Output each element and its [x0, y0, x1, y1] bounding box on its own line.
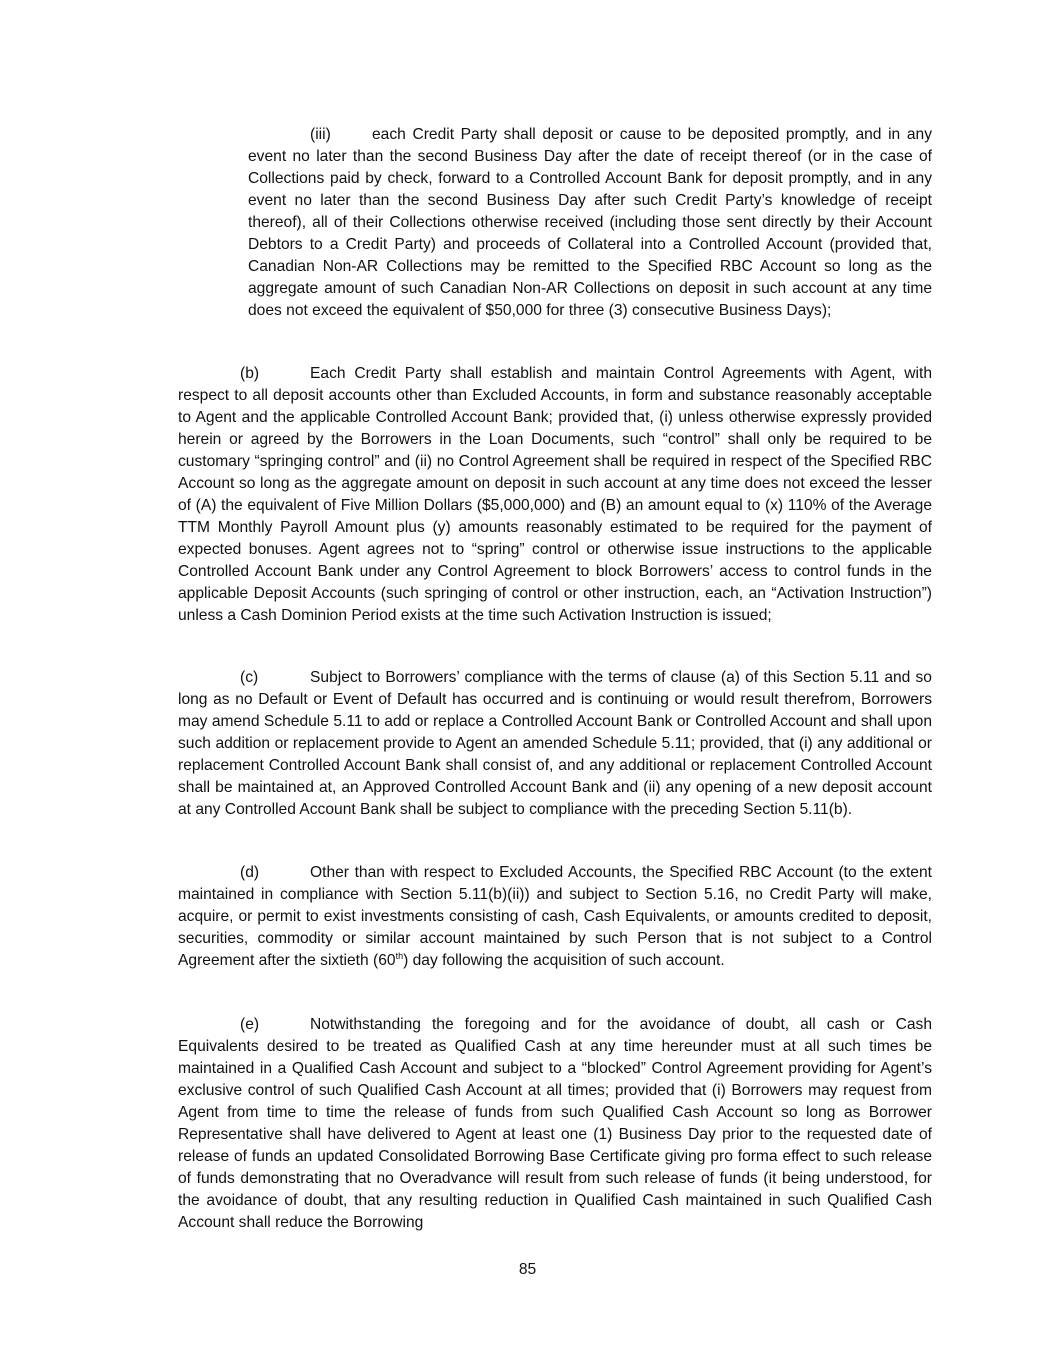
clause-label-c: (c) — [240, 669, 259, 686]
page-number: 85 — [518, 1261, 537, 1278]
clause-text-e: Notwithstanding the foregoing and for the avoidance of doubt, all cash or Cash Equivalents desired to be treated as Qualified Cash at any time hereunder must at all such times be maintained in a Qualified Cash Account and subject to a “blocked” Control Agreement providing for Agent’s exclusive control of such Qualified Cash Account at all times; provided that (i) Borrowers may request from Agent from time to time the release of funds from such Qualified Cash Account so long as Borrower Representative shall have delivered to Agent at least one (1) Business Day prior to the requested date of release of funds an updated Consolidated Borrowing Base Certificate giving pro forma effect to such release of funds demonstrating that no Overadvance will result from such release of funds (it being understood, for the avoidance of doubt, that any resulting reduction in Qualified Cash maintained in such Qualified Cash Account shall reduce the Borrowing — [178, 1016, 932, 1231]
clause-text-iii: each Credit Party shall deposit or cause to be deposited promptly, and in any event no later than the second Business Day after the date of receipt thereof (or in the case of Collections paid by check, forward to a Controlled Account Bank for deposit promptly, and in any event no later than the second Business Day after such Credit Party’s knowledge of receipt thereof), all of their Collections otherwise received (including those sent directly by their Account Debtors to a Credit Party) and proceeds of Collateral into a Controlled Account (provided that, Canadian Non-AR Collections may be remitted to the Specified RBC Account so long as the aggregate amount of such Canadian Non-AR Collections on deposit in such account at any time does not exceed the equivalent of $50,000 for three (3) consecutive Business Days); — [248, 126, 932, 319]
paragraph-c — [178, 667, 932, 821]
clause-label-b: (b) — [240, 365, 260, 382]
paragraph-iii — [248, 124, 932, 322]
paragraph-d — [178, 862, 932, 972]
clause-text-d-after: ) day following the acquisition of such account. — [403, 952, 725, 969]
clause-label-iii: (iii) — [310, 126, 331, 143]
ordinal-superscript: th — [395, 950, 404, 961]
clause-label-d: (d) — [240, 864, 260, 881]
clause-text-c: Subject to Borrowers’ compliance with the terms of clause (a) of this Section 5.11 and so long as no Default or Event of Default has occurred and is continuing or would result therefrom, Borrowers may amend Schedule 5.11 to add or replace a Controlled Account Bank or Controlled Account and shall upon such addition or replacement provide to Agent an amended Schedule 5.11; provided, that (i) any additional or replacement Controlled Account Bank shall consist of, and any additional or replacement Controlled Account shall be maintained at, an Approved Controlled Account Bank and (ii) any opening of a new deposit account at any Controlled Account Bank shall be subject to compliance with the preceding Section 5.11(b). — [178, 669, 932, 818]
clause-text-d-before: Other than with respect to Excluded Accounts, the Specified RBC Account (to the extent maintained in compliance with Section 5.11(b)(ii)) and subject to Section 5.16, no Credit Party will make, acquire, or permit to exist investments consisting of cash, Cash Equivalents, or amounts credited to deposit, securities, commodity or similar account maintained by such Person that is not subject to a Control Agreement after the sixtieth (60 — [178, 864, 932, 969]
clause-text-b: Each Credit Party shall establish and maintain Control Agreements with Agent, with respect to all deposit accounts other than Excluded Accounts, in form and substance reasonably acceptable to Agent and the applicable Controlled Account Bank; provided that, (i) unless otherwise expressly provided herein or agreed by the Borrowers in the Loan Documents, such “control” shall only be required to be customary “springing control” and (ii) no Control Agreement shall be required in respect of the Specified RBC Account so long as the aggregate amount on deposit in such account at any time does not exceed the lesser of (A) the equivalent of Five Million Dollars ($5,000,000) and (B) an amount equal to (x) 110% of the Average TTM Monthly Payroll Amount plus (y) amounts reasonably estimated to be required for the payment of expected bonuses. Agent agrees not to “spring” control or otherwise issue instructions to the applicable Controlled Account Bank under any Control Agreement to block Borrowers’ access to control funds in the applicable Deposit Accounts (such springing of control or other instruction, each, an “Activation Instruction”) unless a Cash Dominion Period exists at the time such Activation Instruction is issued; — [178, 365, 932, 624]
paragraph-b — [178, 363, 932, 627]
clause-label-e: (e) — [240, 1016, 260, 1033]
paragraph-e — [178, 1014, 932, 1234]
